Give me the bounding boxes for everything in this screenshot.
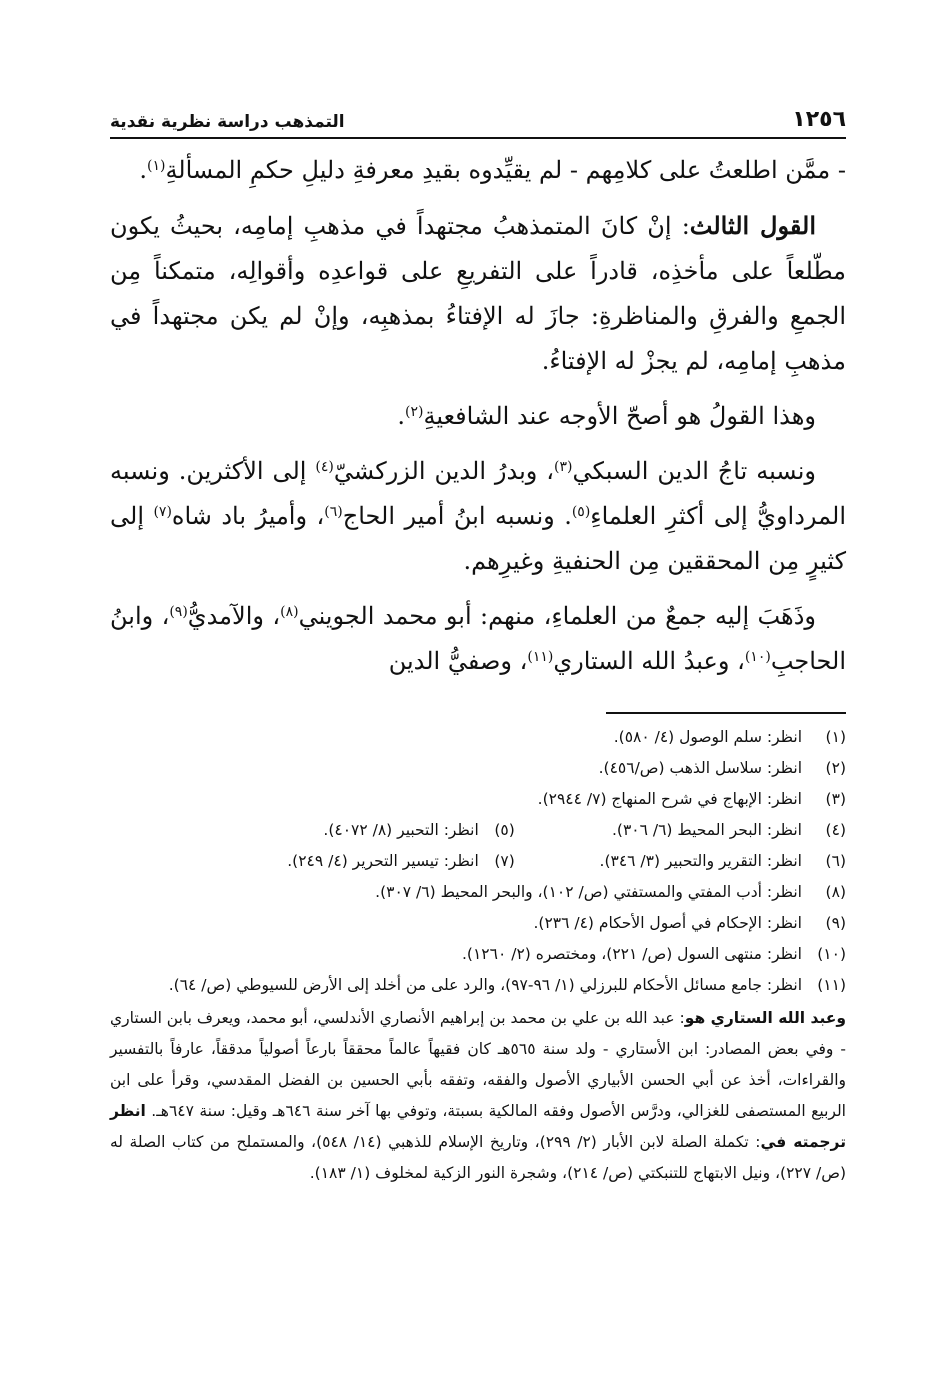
footnote-number: (٩) [825,914,846,932]
footnote-4 [515,815,846,846]
footnote-2 [110,753,846,784]
footnote-ref: (٤) [315,459,334,475]
paragraph-5: وذَهَبَ إليه جمعٌ من العلماءِ، منهم: أبو محمد الجويني$^{(٨)}$، والآمديُّ$^{(٩)}$، وابنُ الحاجبِ$^{(١٠)}$، وعبدُ الله الستاري$^{(١١)}$، وصفيُّ الدين [110,602,846,675]
footnote-number: (٣) [825,790,846,808]
footnote-8 [110,877,846,908]
footnote-ref: (١) [146,158,166,174]
footnote-separator [606,712,846,714]
footnote-text: انظر: تيسير التحرير (٤/ ٢٤٩). [287,852,479,870]
footnote-text: انظر: البحر المحيط (٦/ ٣٠٦). [611,821,802,839]
footnote-1 [110,722,846,753]
footnote-ref: (٧) [153,504,172,520]
paragraph-3: وهذا القولُ هو أصحّ الأوجه عند الشافعيةِ$^{(٢)}$. [397,402,816,430]
footnote-10 [110,939,846,970]
paragraph-4: ونسبه تاجُ الدين السبكي$^{(٣)}$، وبدرُ الدين الزركشيّ$^{(٤)}$ إلى الأكثرين. ونسبه المرداويُّ إلى أكثرِ العلماءِ$^{(٥)}$. ونسبه ابنُ أمير الحاج$^{(٦)}$، وأميرُ باد شاه$^{(٧)}$ إلى كثيرٍ مِن المحققين مِن الحنفيةِ وغيرِهم. [110,457,846,575]
footnote-ref: (٨) [280,604,299,620]
footnote-ref: (٥) [571,504,591,520]
footnote-number: (٥) [494,821,515,839]
footnote-3 [110,784,846,815]
footnote-5 [110,815,515,846]
header-rule [110,137,846,139]
footnote-text: انظر: جامع مسائل الأحكام للبرزلي (١/ ٩٦-٩٧)، والرد على من أخلد إلى الأرض للسيوطي (ص/ ٦٤). [168,976,802,994]
footnote-text: انظر: منتهى السول (ص/ ٢٢١)، ومختصره (٢/ ١٢٦٠). [462,945,802,963]
footnote-ref: (٢) [405,404,424,420]
footnote-text: انظر: الإحكام في أصول الأحكام (٤/ ٢٣٦). [533,914,802,932]
footnote-number: (٢) [825,759,846,777]
page-header [110,92,846,132]
paragraph-2: القول الثالث: إنْ كانَ المتمذهبُ مجتهداً في مذهبِ إمامِه، بحيثُ يكون مطّلعاً على مأخذِه، قادراً على التفريعِ على قواعدِه وأقوالِه، متمكناً مِن الجمعِ والفرقِ والمناظرةِ: جازَ له الإفتاءُ بمذهبِه، وإنْ لم يكن مجتهداً في مذهبِ إمامِه، لم يجزْ له الإفتاءُ. [110,211,846,375]
footnote-ref: (٦) [324,504,343,520]
footnote-number: (١٠) [817,945,846,963]
footnote-ref: (٣) [554,459,573,475]
biography-sources-lead: انظر ترجمته في [110,1102,847,1151]
footnote-7 [110,846,515,877]
running-title: التمذهب دراسة نظرية نقدية [110,112,345,132]
footnote-text: انظر: الإبهاج في شرح المنهاج (٧/ ٢٩٤٤). [537,790,802,808]
footnote-ref: (٩) [169,604,188,620]
page-number: ١٢٥٦ [792,107,846,132]
footnote-11 [110,970,846,1001]
footnote-ref: (١١) [527,649,554,665]
footnote-text: انظر: سلاسل الذهب (ص/٤٥٦). [598,759,802,777]
footnote-text: انظر: التقرير والتحبير (٣/ ٣٤٦). [599,852,802,870]
footnote-biography: وعبد الله الستاري هو: عبد الله بن علي بن محمد بن إبراهيم الأنصاري الأندلسي، أبو محمد، ويعرف بابن الستاري - وفي بعض المصادر: ابن الأستاري - ولد سنة ٥٦٥هـ كان فقيهاً عالماً محققاً بارعاً أصولياً مدققاً، عارفاً بالتفسير والقراءات، أخذ عن أبي الحسن الأبياري الأصول والفقه، وتفقه بأبي الحسين بن الفضل المقدسي، وقرأ على ابن الربيع المستصفى للغزالي، ودرَّس الأصول وفقه المالكية بسبتة، وتوفي بها آخر سنة ٦٤٦هـ وقيل: سنة ٦٤٧هـ. انظر ترجمته في: تكملة الصلة لابن الأبار (٢/ ٢٩٩)، وتاريخ الإسلام للذهبي (١٤/ ٥٤٨)، والمستملح من كتاب الصلة له (ص/ ٢٢٧)، ونيل الابتهاج للتنبكتي (ص/ ٢١٤)، وشجرة النور الزكية لمخلوف (١/ ١٨٣). [110,1009,847,1182]
biography-lead: وعبد الله الستاري هو [684,1009,846,1027]
footnotes [110,722,846,1189]
footnote-text: انظر: أدب المفتي والمستفتي (ص/ ١٠٢)، والبحر المحيط (٦/ ٣٠٧). [375,883,802,901]
main-text [110,148,846,694]
paragraph-1: - ممَّن اطلعتُ على كلامِهم - لم يقيِّدوه بقيدِ معرفةِ دليلِ حكمِ المسألةِ$^{(١)}$. [139,156,846,184]
footnote-number: (٧) [494,852,515,870]
footnote-9 [110,908,846,939]
footnote-pair-6-7 [110,846,846,877]
footnote-ref: (١٠) [744,649,771,665]
footnote-number: (٦) [825,852,846,870]
bold-lead: القول الثالث [689,211,816,240]
footnote-number: (٨) [825,883,846,901]
footnote-6 [515,846,846,877]
footnote-text: انظر: سلم الوصول (٤/ ٥٨٠). [613,728,802,746]
footnote-number: (١١) [817,976,846,994]
footnote-number: (١) [825,728,846,746]
footnote-pair-4-5 [110,815,846,846]
footnote-text: انظر: التحبير (٨/ ٤٠٧٢). [323,821,479,839]
footnote-number: (٤) [825,821,846,839]
